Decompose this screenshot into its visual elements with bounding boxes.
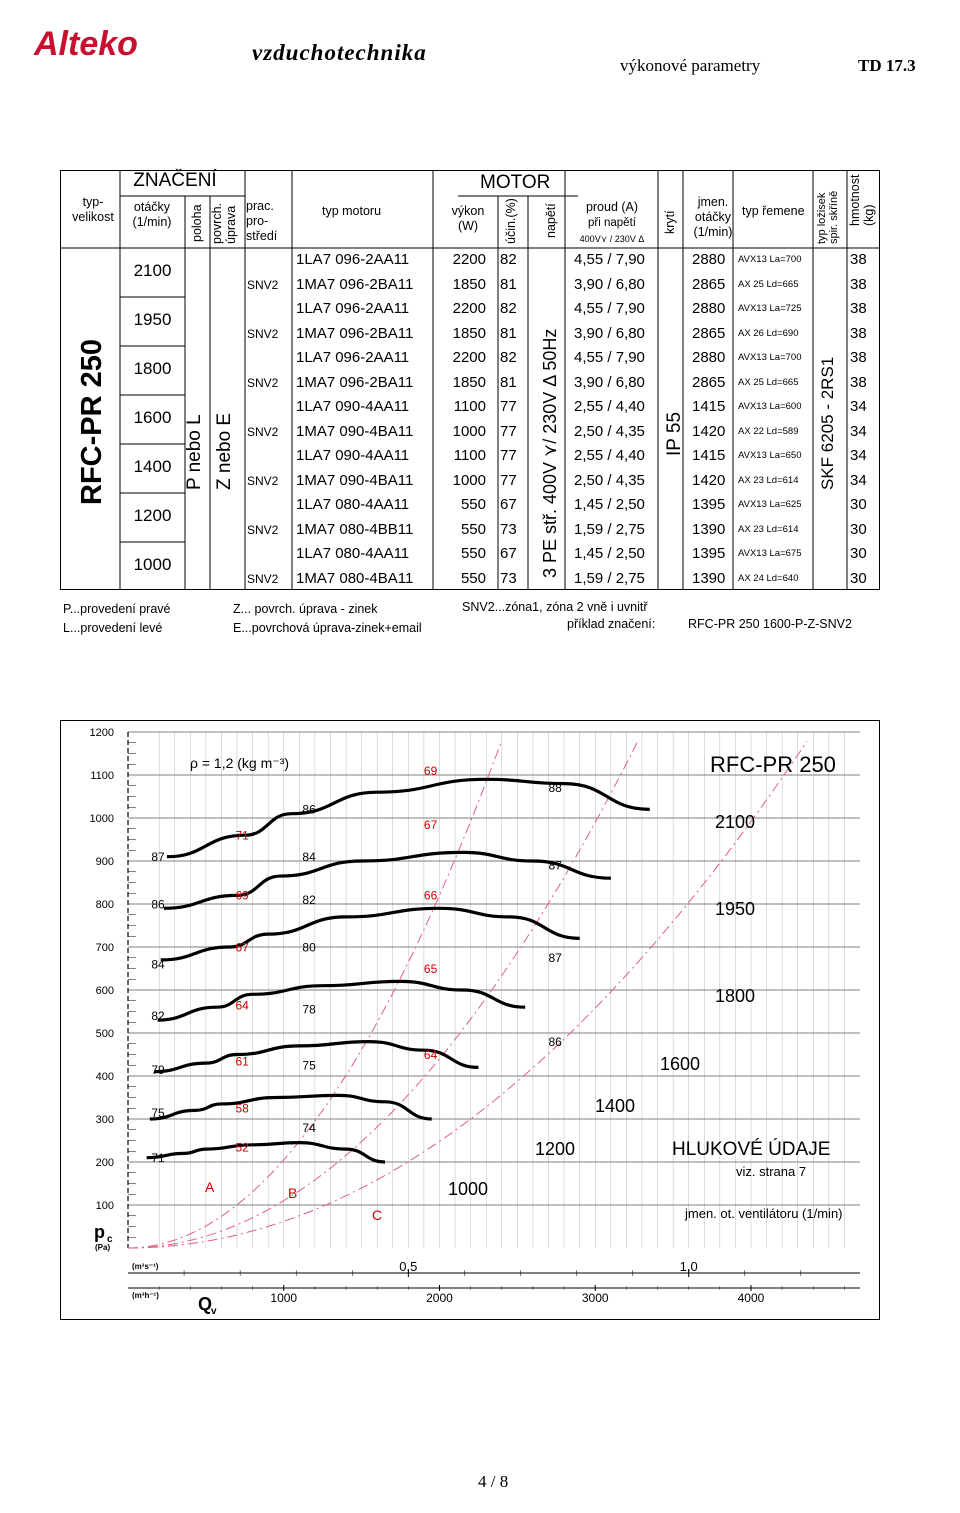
fan-curve xyxy=(161,908,580,960)
document-id: TD 17.3 xyxy=(858,56,916,75)
head-kryti: krytí xyxy=(663,210,677,234)
series-label: 1800 xyxy=(715,986,756,1006)
noise-level-label: 65 xyxy=(423,961,438,976)
x-mh-label: (m³h⁻¹) xyxy=(132,1291,159,1300)
y-tick-label: 1200 xyxy=(89,727,114,739)
note-snv: SNV2...zóna1, zóna 2 vně i uvnitř xyxy=(462,600,648,614)
cell-eff: 73 xyxy=(500,569,517,587)
cell-eff: 73 xyxy=(500,520,517,538)
cell-rpm: 1420 xyxy=(692,471,726,489)
cell-eff: 77 xyxy=(500,471,517,489)
speed-value: 2100 xyxy=(133,261,172,280)
noise-level-label: 71 xyxy=(151,1151,165,1165)
noise-level-label: 80 xyxy=(302,940,316,955)
cell-power: 1850 xyxy=(452,373,486,391)
noise-level-label: 74 xyxy=(302,1120,316,1135)
cell-power: 550 xyxy=(460,520,486,538)
cell-mass: 38 xyxy=(850,349,867,366)
cell-current: 4,55 / 7,90 xyxy=(574,349,645,366)
cell-mass: 34 xyxy=(850,398,867,415)
cell-motor: 1LA7 080-4AA11 xyxy=(296,545,410,562)
cell-current: 2,50 / 4,35 xyxy=(574,471,645,489)
series-label: 2100 xyxy=(715,812,756,832)
cell-power: 550 xyxy=(460,496,486,513)
head-otacky: otáčky (1/min) xyxy=(132,200,172,229)
cell-rpm: 1415 xyxy=(692,447,726,464)
x-ms-label: (m³s⁻¹) xyxy=(132,1262,159,1271)
cell-env: SNV2 xyxy=(247,277,279,292)
speed-value: 1400 xyxy=(133,457,172,476)
povrch-value: Z nebo E xyxy=(214,412,235,490)
cell-eff: 77 xyxy=(500,398,517,415)
system-curve-label: B xyxy=(288,1185,298,1201)
cell-current: 4,55 / 7,90 xyxy=(574,300,645,317)
head-znaceni: ZNAČENÍ xyxy=(133,170,217,191)
x-ms-tick-label: 1,0 xyxy=(679,1259,698,1274)
series-label: 1000 xyxy=(448,1179,489,1199)
fan-curve xyxy=(158,981,526,1020)
head-loziska: typ ložisek spir. skříně xyxy=(816,190,840,244)
head-napeti: napětí xyxy=(544,203,558,238)
cell-mass: 38 xyxy=(850,324,867,342)
noise-level-label: 84 xyxy=(302,850,316,864)
cell-belt: AVX13 La=650 xyxy=(738,450,802,461)
y-tick-label: 100 xyxy=(95,1200,114,1212)
x-ms-tick-label: 0,5 xyxy=(399,1259,418,1274)
logo-text: Alteko xyxy=(34,25,138,62)
y-axis-label: p xyxy=(94,1222,105,1242)
head-povrch: povrch. úprava xyxy=(210,203,238,244)
page-title: výkonové parametry xyxy=(620,56,761,75)
head-typ-motoru: typ motoru xyxy=(322,204,382,218)
cell-power: 1850 xyxy=(452,324,486,342)
cell-belt: AX 22 Ld=589 xyxy=(738,425,799,437)
cell-mass: 30 xyxy=(850,520,867,538)
cell-current: 4,55 / 7,90 xyxy=(574,251,645,268)
x-mh-tick-label: 2000 xyxy=(426,1291,453,1305)
speed-value: 1200 xyxy=(133,506,172,525)
cell-rpm: 2865 xyxy=(692,324,726,342)
logo-subtitle: vzduchotechnika xyxy=(252,40,427,65)
cell-current: 3,90 / 6,80 xyxy=(574,373,645,391)
hluk-title: HLUKOVÉ ÚDAJE xyxy=(672,1139,831,1160)
cell-eff: 67 xyxy=(500,496,517,513)
cell-eff: 81 xyxy=(500,275,517,293)
cell-belt: AVX13 La=700 xyxy=(738,254,802,265)
system-curve xyxy=(128,741,807,1248)
cell-current: 3,90 / 6,80 xyxy=(574,275,645,293)
cell-current: 2,50 / 4,35 xyxy=(574,422,645,440)
cell-mass: 38 xyxy=(850,275,867,293)
loziska-value: SKF 6205 - 2RS1 xyxy=(818,356,837,490)
noise-level-label: 79 xyxy=(151,1062,165,1077)
cell-belt: AVX13 La=700 xyxy=(738,352,802,363)
y-axis-unit: (Pa) xyxy=(95,1243,111,1252)
cell-belt: AX 23 Ld=614 xyxy=(738,474,799,486)
y-tick-label: 1100 xyxy=(90,770,114,782)
cell-rpm: 2865 xyxy=(692,275,726,293)
head-prostredi: prac. pro- středí xyxy=(246,199,278,243)
cell-rpm: 1420 xyxy=(692,422,726,440)
cell-env: SNV2 xyxy=(247,326,279,341)
cell-motor: 1MA7 080-4BA11 xyxy=(296,569,414,587)
noise-level-label: 86 xyxy=(548,1034,562,1049)
cell-eff: 67 xyxy=(500,545,517,562)
noise-level-label: 82 xyxy=(302,893,316,907)
cell-belt: AX 23 Ld=614 xyxy=(738,523,799,535)
cell-rpm: 2880 xyxy=(692,300,726,317)
cell-motor: 1LA7 090-4AA11 xyxy=(296,447,410,464)
example-value: RFC-PR 250 1600-P-Z-SNV2 xyxy=(688,617,852,631)
y-tick-label: 800 xyxy=(95,899,114,911)
noise-level-label: 86 xyxy=(302,802,316,817)
cell-belt: AX 25 Ld=665 xyxy=(738,278,799,290)
cell-env: SNV2 xyxy=(247,424,279,439)
napeti-value: 3 PE stř. 400V ⋎/ 230V Δ 50Hz xyxy=(540,328,560,578)
head-hmotnost: hmotnost (kg) xyxy=(848,174,876,226)
y-tick-label: 500 xyxy=(95,1028,114,1040)
cell-rpm: 1390 xyxy=(692,569,726,587)
cell-env: SNV2 xyxy=(247,375,279,390)
head-remen: typ řemene xyxy=(742,204,805,218)
noise-level-label: 64 xyxy=(423,1047,438,1062)
cell-belt: AVX13 La=675 xyxy=(738,548,802,559)
noise-level-label: 84 xyxy=(151,957,165,972)
x-axis-label: Q xyxy=(198,1294,213,1314)
cell-belt: AX 26 Ld=690 xyxy=(738,327,799,339)
cell-belt: AVX13 La=725 xyxy=(738,303,802,314)
y-tick-label: 900 xyxy=(95,856,114,868)
cell-current: 1,59 / 2,75 xyxy=(574,569,645,587)
noise-level-label: 67 xyxy=(423,817,438,832)
performance-chart xyxy=(60,720,880,1320)
y-tick-label: 400 xyxy=(95,1071,114,1083)
cell-eff: 77 xyxy=(500,447,517,464)
cell-env: SNV2 xyxy=(247,473,279,488)
cell-motor: 1MA7 096-2BA11 xyxy=(296,324,414,342)
cell-env: SNV2 xyxy=(247,522,279,537)
y-tick-label: 200 xyxy=(95,1157,114,1169)
cell-power: 1850 xyxy=(452,275,486,293)
cell-eff: 81 xyxy=(500,324,517,342)
cell-eff: 77 xyxy=(500,422,517,440)
noise-level-label: 58 xyxy=(235,1101,249,1116)
cell-power: 1000 xyxy=(452,471,486,489)
series-label: 1200 xyxy=(535,1139,576,1159)
note-p: P...provedení pravé xyxy=(63,602,171,616)
hluk-subtitle: viz. strana 7 xyxy=(736,1164,807,1179)
cell-mass: 34 xyxy=(850,471,867,489)
cell-power: 1000 xyxy=(452,422,486,440)
head-vykon: výkon (W) xyxy=(451,204,485,233)
poloha-value: P nebo L xyxy=(184,414,205,490)
cell-motor: 1MA7 090-4BA11 xyxy=(296,422,414,440)
cell-belt: AX 24 Ld=640 xyxy=(738,572,799,584)
noise-level-label: 75 xyxy=(151,1105,165,1120)
system-curve-label: C xyxy=(372,1207,383,1223)
head-motor: MOTOR xyxy=(480,172,551,193)
head-jmen-otacky: jmen. otáčky (1/min) xyxy=(693,195,733,239)
system-curve-label: A xyxy=(205,1179,215,1195)
cell-power: 1100 xyxy=(453,447,486,464)
cell-mass: 34 xyxy=(850,422,867,440)
size-label: RFC-PR 250 xyxy=(76,339,108,505)
cell-eff: 82 xyxy=(500,251,517,268)
noise-level-label: 69 xyxy=(235,888,249,903)
y-axis-sub: c xyxy=(107,1234,113,1245)
cell-current: 1,45 / 2,50 xyxy=(574,496,645,513)
speed-value: 1600 xyxy=(133,408,172,427)
jmen-note: jmen. ot. ventilátoru (1/min) xyxy=(685,1206,843,1221)
cell-motor: 1LA7 096-2AA11 xyxy=(296,349,410,366)
cell-power: 2200 xyxy=(452,251,486,268)
cell-motor: 1MA7 090-4BA11 xyxy=(296,471,414,489)
x-mh-tick-label: 1000 xyxy=(270,1291,298,1305)
cell-motor: 1MA7 080-4BB11 xyxy=(296,520,414,538)
noise-level-label: 87 xyxy=(548,858,562,873)
cell-power: 2200 xyxy=(452,300,486,317)
alteko-logo xyxy=(30,22,260,62)
noise-level-label: 64 xyxy=(235,998,249,1013)
note-l: L...provedení levé xyxy=(63,621,163,635)
cell-belt: AVX13 La=625 xyxy=(738,499,802,510)
cell-mass: 38 xyxy=(850,300,867,317)
cell-motor: 1LA7 096-2AA11 xyxy=(296,300,410,317)
note-e: E...povrchová úprava-zinek+email xyxy=(233,621,422,635)
x-mh-tick-label: 3000 xyxy=(581,1291,609,1305)
head-typ: typ- velikost xyxy=(72,195,114,224)
system-curve xyxy=(128,739,639,1248)
density-label: ρ = 1,2 (kg m⁻³) xyxy=(190,755,289,771)
cell-power: 1100 xyxy=(453,398,486,415)
series-label: 1950 xyxy=(715,899,756,919)
cell-motor: 1MA7 096-2BA11 xyxy=(296,373,414,391)
y-tick-label: 700 xyxy=(95,942,114,954)
cell-rpm: 1395 xyxy=(692,545,726,562)
head-proud: proud (A) při napětí 400V⋎ / 230V Δ xyxy=(579,200,645,244)
cell-motor: 1LA7 090-4AA11 xyxy=(296,398,410,415)
y-tick-label: 300 xyxy=(95,1114,114,1126)
cell-eff: 82 xyxy=(500,300,517,317)
cell-motor: 1LA7 096-2AA11 xyxy=(296,251,410,268)
cell-mass: 30 xyxy=(850,496,867,513)
cell-motor: 1MA7 096-2BA11 xyxy=(296,275,414,293)
cell-power: 550 xyxy=(460,569,486,587)
cell-mass: 38 xyxy=(850,373,867,391)
speed-value: 1800 xyxy=(133,359,172,378)
cell-current: 1,59 / 2,75 xyxy=(574,520,645,538)
cell-eff: 82 xyxy=(500,349,517,366)
page-number: 4 / 8 xyxy=(478,1472,509,1491)
cell-mass: 30 xyxy=(850,545,867,562)
x-mh-tick-label: 4000 xyxy=(737,1291,765,1305)
chart-title: RFC-PR 250 xyxy=(710,752,836,777)
cell-belt: AVX13 La=600 xyxy=(738,401,802,412)
series-label: 1600 xyxy=(660,1054,701,1074)
x-axis-sub: v xyxy=(211,1306,217,1317)
cell-mass: 34 xyxy=(850,447,867,464)
cell-power: 2200 xyxy=(452,349,486,366)
cell-current: 1,45 / 2,50 xyxy=(574,545,645,562)
noise-level-label: 87 xyxy=(151,850,165,864)
noise-level-label: 75 xyxy=(302,1058,316,1073)
cell-current: 2,55 / 4,40 xyxy=(574,398,645,415)
example-label: příklad značení: xyxy=(567,617,656,631)
cell-rpm: 1390 xyxy=(692,520,726,538)
head-poloha: poloha xyxy=(190,204,204,242)
noise-level-label: 69 xyxy=(423,764,438,778)
cell-rpm: 1415 xyxy=(692,398,726,415)
y-tick-label: 1000 xyxy=(89,813,114,825)
cell-eff: 81 xyxy=(500,373,517,391)
kryti-value: IP 55 xyxy=(664,411,685,456)
cell-mass: 38 xyxy=(850,251,867,268)
cell-rpm: 2880 xyxy=(692,349,726,366)
series-label: 1400 xyxy=(595,1096,636,1116)
cell-rpm: 2880 xyxy=(692,251,726,268)
noise-level-label: 82 xyxy=(151,1009,165,1024)
head-ucin: účin.(%) xyxy=(504,198,518,244)
cell-belt: AX 25 Ld=665 xyxy=(738,376,799,388)
note-z: Z... povrch. úprava - zinek xyxy=(233,602,378,616)
noise-level-label: 87 xyxy=(548,951,562,966)
speed-value: 1000 xyxy=(133,555,172,574)
cell-rpm: 1395 xyxy=(692,496,726,513)
cell-env: SNV2 xyxy=(247,571,279,586)
noise-level-label: 78 xyxy=(302,1002,316,1017)
noise-level-label: 67 xyxy=(235,940,249,955)
cell-current: 3,90 / 6,80 xyxy=(574,324,645,342)
cell-motor: 1LA7 080-4AA11 xyxy=(296,496,410,513)
noise-level-label: 71 xyxy=(235,828,249,843)
cell-current: 2,55 / 4,40 xyxy=(574,447,645,464)
cell-rpm: 2865 xyxy=(692,373,726,391)
y-tick-label: 600 xyxy=(95,985,114,997)
noise-level-label: 52 xyxy=(235,1140,249,1155)
speed-value: 1950 xyxy=(133,310,172,329)
noise-level-label: 86 xyxy=(151,897,165,912)
noise-level-label: 61 xyxy=(235,1054,249,1069)
cell-mass: 30 xyxy=(850,569,867,587)
noise-level-label: 66 xyxy=(423,888,438,903)
cell-power: 550 xyxy=(460,545,486,562)
noise-level-label: 88 xyxy=(548,781,562,796)
